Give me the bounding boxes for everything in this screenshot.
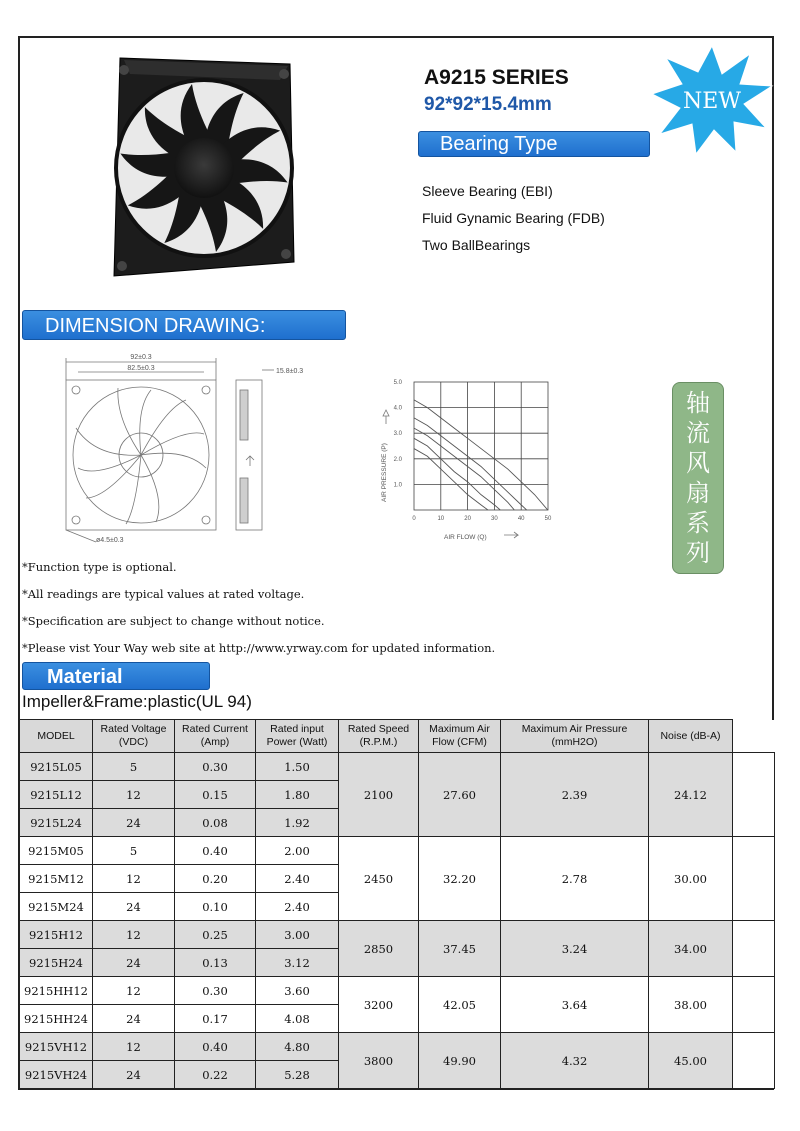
cell-power: 1.92 [256,809,339,837]
spec-table [19,719,775,1089]
chart-x-tick-label: 20 [464,516,471,522]
side-chinese-label [672,382,724,574]
chart-x-arrow-icon [504,532,518,538]
cell-power: 3.60 [256,977,339,1005]
chart-x-tick-label: 50 [544,516,552,522]
chart-y-arrow-icon [383,410,389,424]
note-item: *Function type is optional. [22,560,177,574]
width-dimension-label: 92±0.3 [130,354,152,361]
side-char: 扇 [686,479,710,507]
header-model: MODEL [20,720,93,753]
cell-power: 1.50 [256,753,339,781]
cell-power: 4.08 [256,1005,339,1033]
cell-voltage: 12 [93,921,175,949]
hole-spacing-label: 82.5±0.3 [127,365,155,372]
cell-noise: 34.00 [649,921,733,977]
cell-voltage: 12 [93,865,175,893]
cell-current: 0.08 [175,809,256,837]
cell-current: 0.17 [175,1005,256,1033]
cell-model: 9215H12 [20,921,93,949]
cell-current: 0.15 [175,781,256,809]
cell-speed: 2450 [339,837,419,921]
bearing-type-item: Sleeve Bearing (EBI) [422,183,553,199]
cell-current: 0.30 [175,753,256,781]
cell-noise: 24.12 [649,753,733,837]
cell-model: 9215L24 [20,809,93,837]
cell-voltage: 24 [93,809,175,837]
bearing-type-heading: Bearing Type [418,131,650,157]
cell-airflow: 49.90 [419,1033,501,1089]
cell-blank [733,753,775,837]
cell-current: 0.30 [175,977,256,1005]
chart-x-tick-label: 0 [412,516,416,522]
chart-y-tick-label: 4.0 [393,405,402,412]
table-row [20,921,775,949]
note-item: *All readings are typical values at rated voltage. [22,587,305,601]
cell-current: 0.40 [175,837,256,865]
header-blank [733,720,775,753]
cell-blank [733,977,775,1033]
cell-speed: 2100 [339,753,419,837]
cell-model: 9215M24 [20,893,93,921]
side-char: 轴 [686,389,710,417]
chart-y-tick-label: 5.0 [393,380,402,386]
cell-power: 3.12 [256,949,339,977]
cell-voltage: 24 [93,1005,175,1033]
note-item: *Specification are subject to change without notice. [22,614,325,628]
new-badge-label: NEW [683,89,741,114]
cell-blank [733,921,775,977]
cell-power: 3.00 [256,921,339,949]
cell-airflow: 27.60 [419,753,501,837]
chart-frame [414,382,548,510]
thickness-dimension-label: 15.8±0.3 [276,368,304,375]
fan-photo [100,50,300,280]
fan-front-view-drawing [56,348,226,548]
side-char: 系 [686,509,710,537]
cell-current: 0.13 [175,949,256,977]
header-airflow: Maximum Air Flow (CFM) [419,720,501,753]
air-performance-chart [374,372,574,544]
notes-list [22,558,495,666]
fan-side-view-drawing [226,360,316,540]
cell-current: 0.40 [175,1033,256,1061]
cell-model: 9215HH24 [20,1005,93,1033]
chart-x-tick-label: 10 [437,516,445,522]
chart-x-tick-label: 30 [491,516,498,522]
cell-speed: 3800 [339,1033,419,1089]
cell-blank [733,837,775,921]
cell-power: 2.40 [256,893,339,921]
cell-voltage: 5 [93,753,175,781]
chart-series-line [414,449,488,510]
cell-noise: 30.00 [649,837,733,921]
header-power: Rated input Power (Watt) [256,720,339,753]
cell-power: 1.80 [256,781,339,809]
table-row [20,1033,775,1061]
chart-series-line [414,438,500,510]
cell-airflow: 42.05 [419,977,501,1033]
side-char: 风 [686,449,710,477]
cell-voltage: 12 [93,781,175,809]
chart-series-line [414,428,514,510]
table-row [20,837,775,865]
cell-voltage: 12 [93,1033,175,1061]
material-text: Impeller&Frame:plastic(UL 94) [22,692,252,711]
cell-airflow: 32.20 [419,837,501,921]
cell-voltage: 24 [93,949,175,977]
header-pressure: Maximum Air Pressure (mmH2O) [501,720,649,753]
cell-noise: 45.00 [649,1033,733,1089]
material-heading: Material [22,662,210,690]
cell-pressure: 2.78 [501,837,649,921]
header-current: Rated Current (Amp) [175,720,256,753]
cell-speed: 2850 [339,921,419,977]
chart-y-tick-label: 2.0 [393,456,402,463]
cell-pressure: 4.32 [501,1033,649,1089]
cell-current: 0.22 [175,1061,256,1089]
chart-y-axis-label: AIR PRESSURE (P) [381,443,388,502]
bearing-type-list [422,178,605,259]
header-voltage: Rated Voltage (VDC) [93,720,175,753]
cell-model: 9215H24 [20,949,93,977]
series-dimensions: 92*92*15.4mm [424,94,552,115]
cell-power: 5.28 [256,1061,339,1089]
bearing-type-item: Fluid Gynamic Bearing (FDB) [422,210,605,226]
cell-current: 0.20 [175,865,256,893]
cell-airflow: 37.45 [419,921,501,977]
cell-current: 0.25 [175,921,256,949]
header-speed: Rated Speed (R.P.M.) [339,720,419,753]
cell-pressure: 3.24 [501,921,649,977]
bearing-type-item: Two BallBearings [422,237,531,253]
cell-model: 9215HH12 [20,977,93,1005]
cell-voltage: 24 [93,1061,175,1089]
chart-x-axis-label: AIR FLOW (Q) [444,534,487,541]
cell-model: 9215M12 [20,865,93,893]
side-char: 列 [686,539,710,567]
cell-noise: 38.00 [649,977,733,1033]
cell-model: 9215L12 [20,781,93,809]
cell-pressure: 2.39 [501,753,649,837]
side-char: 流 [686,419,710,447]
cell-model: 9215M05 [20,837,93,865]
header-noise: Noise (dB-A) [649,720,733,753]
cell-power: 4.80 [256,1033,339,1061]
new-badge [650,44,774,156]
dimension-drawing-heading: DIMENSION DRAWING: [22,310,346,340]
cell-power: 2.00 [256,837,339,865]
cell-blank [733,1033,775,1089]
chart-x-tick-label: 40 [517,516,525,522]
cell-model: 9215VH12 [20,1033,93,1061]
table-header-row [20,720,775,753]
cell-current: 0.10 [175,893,256,921]
chart-y-tick-label: 3.0 [393,431,402,438]
table-row [20,753,775,781]
cell-speed: 3200 [339,977,419,1033]
hole-diameter-label: ø4.5±0.3 [96,537,124,544]
cell-model: 9215VH24 [20,1061,93,1089]
cell-voltage: 12 [93,977,175,1005]
table-row [20,977,775,1005]
chart-series-line [414,400,548,510]
chart-y-tick-label: 1.0 [393,482,402,489]
cell-power: 2.40 [256,865,339,893]
cell-voltage: 5 [93,837,175,865]
cell-model: 9215L05 [20,753,93,781]
series-title: A9215 SERIES [424,66,569,89]
note-item: *Please vist Your Way web site at http://www.yrway.com for updated information. [22,641,496,655]
cell-pressure: 3.64 [501,977,649,1033]
cell-voltage: 24 [93,893,175,921]
